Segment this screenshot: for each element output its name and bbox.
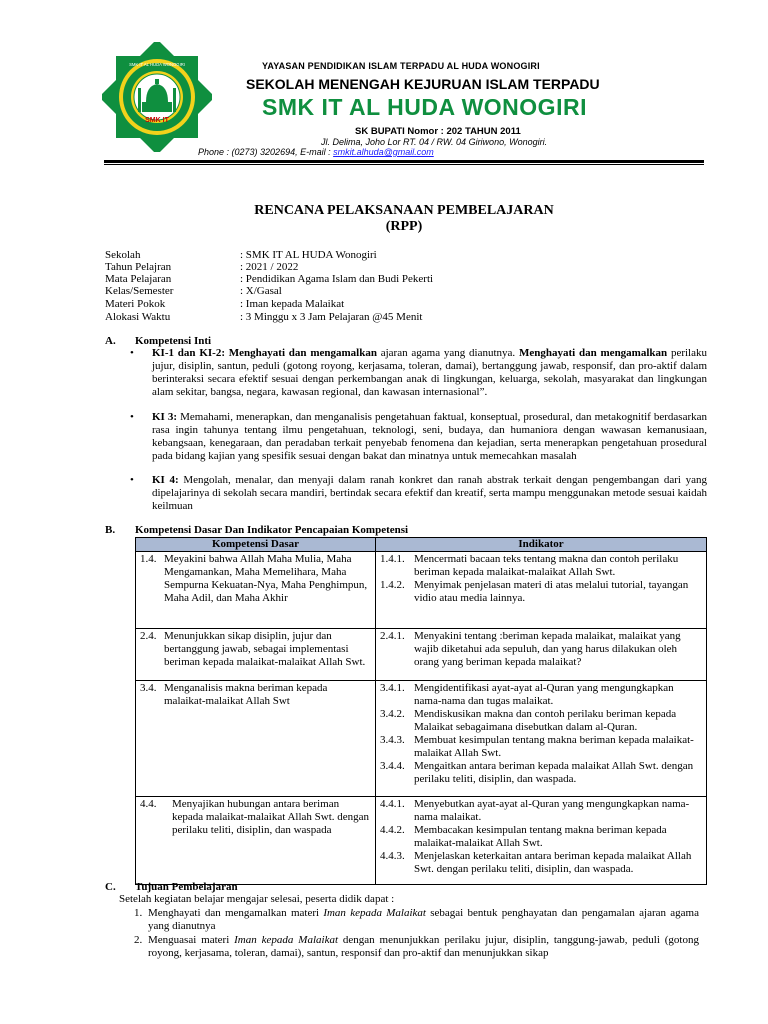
email-link[interactable]: smkit.alhuda@gmail.com — [333, 147, 434, 157]
list-text — [148, 907, 699, 933]
bullet: • — [130, 347, 134, 359]
school-logo — [102, 42, 212, 152]
section-number: A. — [105, 335, 116, 347]
identity-row — [105, 298, 344, 311]
competency-table — [135, 537, 707, 885]
document-title: RENCANA PELAKSANAAN PEMBELAJARAN — [254, 203, 554, 218]
logo-ring-text: SMK IT AL HUDA WONOGIRI — [129, 62, 185, 67]
identity-label: Kelas/Semester — [105, 285, 174, 297]
kd-text: Menganalisis makna beriman kepada malaikat-malaikat Allah Swt — [164, 682, 328, 707]
decree-number: SK BUPATI Nomor : 202 TAHUN 2011 — [355, 126, 521, 137]
kd-number: 2.4. — [140, 630, 157, 642]
list-item — [134, 907, 699, 933]
indicator-cell — [376, 681, 707, 797]
indicator-text: Mengaitkan antara beriman kepada malaikat Allah Swt. dengan perilaku teliti, disiplin, dan waspada. — [414, 759, 694, 785]
list-number: 1. — [134, 907, 143, 919]
table-header: Indikator — [376, 538, 707, 552]
ki-label: KI 4: — [152, 474, 179, 486]
table-row — [136, 552, 707, 629]
kd-text: Menunjukkan sikap disiplin, jujur dan bertanggung jawab, sebagai implementasi beriman kepada malaikat-malaikat Allah Swt. — [164, 630, 366, 668]
section-title: Tujuan Pembelajaran — [135, 881, 238, 893]
school-type: SEKOLAH MENENGAH KEJURUAN ISLAM TERPADU — [246, 76, 600, 92]
ki-text — [152, 411, 707, 463]
indicator-text: Menyakini tentang :beriman kepada malaikat, malaikat yang wajib diketahui ada sepuluh, dan yang harus dilakukan oleh orang yang beriman kepada malaikat? — [414, 630, 681, 668]
indicator-number: 4.4.2. — [380, 823, 405, 836]
indicator-number: 1.4.2. — [380, 578, 405, 591]
kd-cell — [136, 629, 376, 681]
indicator-cell — [376, 552, 707, 629]
ki-text — [152, 347, 707, 399]
indicator-text: Membacakan kesimpulan tentang makna beriman kepada malaikat-malaikat Allah Swt. — [414, 823, 667, 849]
identity-value: : Iman kepada Malaikat — [240, 298, 345, 310]
school-address: Jl. Delima, Joho Lor RT. 04 / RW. 04 Giriwono, Wonogiri. — [321, 137, 548, 147]
kd-cell — [136, 681, 376, 797]
indicator-text: Mencermati bacaan teks tentang makna dan contoh perilaku beriman kepada malaikat-malaikat Allah Swt. — [414, 553, 679, 578]
section-title: Kompetensi Dasar Dan Indikator Pencapaian Kompetensi — [135, 524, 409, 536]
bullet: • — [130, 474, 134, 486]
ki-body: ajaran agama yang dianutnya. — [376, 347, 519, 359]
indicator-text: Mendiskusikan makna dan contoh perilaku beriman kepada Malaikat sebagaimana disebutkan dalam al-Quran. — [414, 707, 677, 733]
indicator-cell — [376, 797, 707, 885]
indicator-number: 2.4.1. — [380, 630, 405, 642]
identity-value: : X/Gasal — [240, 285, 282, 297]
indicator-number: 4.4.1. — [380, 798, 405, 810]
logo-text: SMK IT — [145, 117, 169, 124]
table-header: Kompetensi Dasar — [136, 538, 376, 552]
table-row — [136, 681, 707, 797]
table-header-row — [136, 538, 707, 552]
list-item — [134, 934, 699, 960]
kd-text: Meyakini bahwa Allah Maha Mulia, Maha Mengamankan, Maha Memelihara, Maha Sempurna Kekuatan-Nya, Maha Penghimpun, Maha Adil, dan Maha Akhir — [164, 553, 368, 604]
list-text-part: dengan menunjukkan perilaku jujur, disiplin, tanggung-jawab, peduli (gotong royong, kerjasama, toleran, damai), santun, responsif dan pro-aktif dan menunjukkan sikap — [148, 934, 699, 959]
indicator-text: Menyimak penjelasan materi di atas melalui tutorial, tayangan vidio atau media lainnya. — [414, 578, 689, 604]
list-text-part: Menghayati dan mengamalkan materi — [148, 907, 324, 919]
section-number: C. — [105, 881, 116, 893]
list-text-emphasis: Iman kepada Malaikat — [323, 907, 426, 919]
indicator-number: 3.4.2. — [380, 707, 405, 720]
indicator-text: Menyebutkan ayat-ayat al-Quran yang mengungkapkan nama-nama malaikat. — [414, 798, 690, 823]
ki-body: Memahami, menerapkan, dan menganalisis pengetahuan faktual, konseptual, prosedural, dan metakognitif berdasarkan rasa ingin tahunya tentang ilmu pengetahuan, teknologi, seni, budaya, dan humaniora dengan wawasan kemanusiaan, kebangsaan, kenegaraan, dan peradaban terkait penyebab fenomena dan kejadian, serta menerapkan pengetahuan prosedural pada bidang kajian yang spesifik sesuai dengan bakat dan minatnya untuk memecahkan masalah — [152, 411, 707, 462]
identity-value: : 3 Minggu x 3 Jam Pelajaran @45 Menit — [240, 311, 423, 323]
document-subtitle: (RPP) — [385, 219, 423, 234]
identity-label: Mata Pelajaran — [105, 273, 172, 285]
table-row — [136, 629, 707, 681]
indicator-text: Mengidentifikasi ayat-ayat al-Quran yang mengungkapkan nama-nama dan tugas malaikat. — [414, 682, 674, 707]
ki-body: Mengolah, menalar, dan menyaji dalam ranah konkret dan ranah abstrak terkait dengan pengembangan dari yang dipelajarinya di sekolah secara mandiri, bertindak secara efektif dan kreatif, serta mampu menggunakan metode sesuai kaidah keilmuan — [152, 474, 708, 512]
indicator-number: 3.4.4. — [380, 759, 405, 772]
letterhead-rule-thick — [104, 160, 704, 163]
identity-row — [105, 285, 282, 298]
school-name: SMK IT AL HUDA WONOGIRI — [262, 94, 587, 120]
ki-label: KI-1 dan KI-2: Menghayati dan mengamalkan — [152, 347, 377, 359]
objectives-intro: Setelah kegiatan belajar mengajar selesai, peserta didik dapat : — [119, 893, 395, 905]
list-text-part: Menguasai materi — [148, 934, 235, 946]
kd-text: Menyajikan hubungan antara beriman kepada malaikat-malaikat Allah Swt. dengan perilaku teliti, disiplin, dan waspada — [172, 798, 370, 836]
kd-number: 3.4. — [140, 682, 157, 694]
identity-label: Sekolah — [105, 249, 141, 261]
list-text-part: sebagai bentuk penghayatan dan pengamalan ajaran agama yang dianutnya — [148, 907, 699, 932]
list-number: 2. — [134, 934, 143, 946]
indicator-number: 3.4.3. — [380, 733, 405, 746]
indicator-number: 3.4.1. — [380, 682, 405, 694]
kd-cell — [136, 797, 376, 885]
indicator-number: 1.4.1. — [380, 553, 405, 565]
ki-item — [130, 474, 708, 512]
identity-label: Alokasi Waktu — [105, 311, 171, 323]
section-number: B. — [105, 524, 116, 536]
ki-body: perilaku jujur, disiplin, santun, peduli (gotong royong, kerjasama, toleran, damai), bertanggung jawab, responsif, dan pro-aktif dalam berinteraksi secara efektif sesuai dengan perkembangan anak di lingkungan, keluarga, sekolah, masyarakat dan lingkungan alam sekitar, bangsa, negara, kawasan regional, dan kawasan internasional”. — [152, 347, 707, 398]
ki-item — [130, 347, 707, 398]
list-text — [148, 934, 699, 960]
indicator-text: Menjelaskan keterkaitan antara beriman kepada malaikat Allah Swt. dengan perilaku teliti, disiplin, dan waspada. — [414, 849, 692, 875]
identity-value: : Pendidikan Agama Islam dan Budi Pekerti — [240, 273, 434, 285]
kd-number: 4.4. — [140, 798, 157, 810]
indicator-number: 4.4.3. — [380, 849, 405, 862]
ki-item — [130, 411, 707, 462]
identity-value: : 2021 / 2022 — [240, 261, 299, 273]
bullet: • — [130, 411, 134, 423]
section-b-heading — [105, 524, 408, 537]
foundation-name: YAYASAN PENDIDIKAN ISLAM TERPADU AL HUDA WONOGIRI — [262, 61, 540, 71]
list-text-emphasis: Iman kepada Malaikat — [234, 934, 339, 946]
ki-text — [152, 474, 707, 513]
contact-phone: Phone : (0273) 3202694, E-mail : — [198, 147, 334, 157]
indicator-text: Membuat kesimpulan tentang makna beriman kepada malaikat-malaikat Allah Swt. — [414, 733, 694, 759]
indicator-cell — [376, 629, 707, 681]
kd-cell — [136, 552, 376, 629]
kd-number: 1.4. — [140, 553, 157, 565]
ki-label: KI 3: — [152, 411, 178, 423]
letterhead-rule-thin — [104, 164, 704, 165]
school-contact — [198, 147, 434, 158]
table-row — [136, 797, 707, 885]
ki-emphasis: Menghayati dan mengamalkan — [518, 347, 668, 359]
identity-row — [105, 311, 422, 324]
section-title: Kompetensi Inti — [135, 335, 212, 347]
identity-label: Tahun Pelajran — [105, 261, 172, 273]
identity-label: Materi Pokok — [105, 298, 166, 310]
identity-value: : SMK IT AL HUDA Wonogiri — [240, 249, 377, 261]
